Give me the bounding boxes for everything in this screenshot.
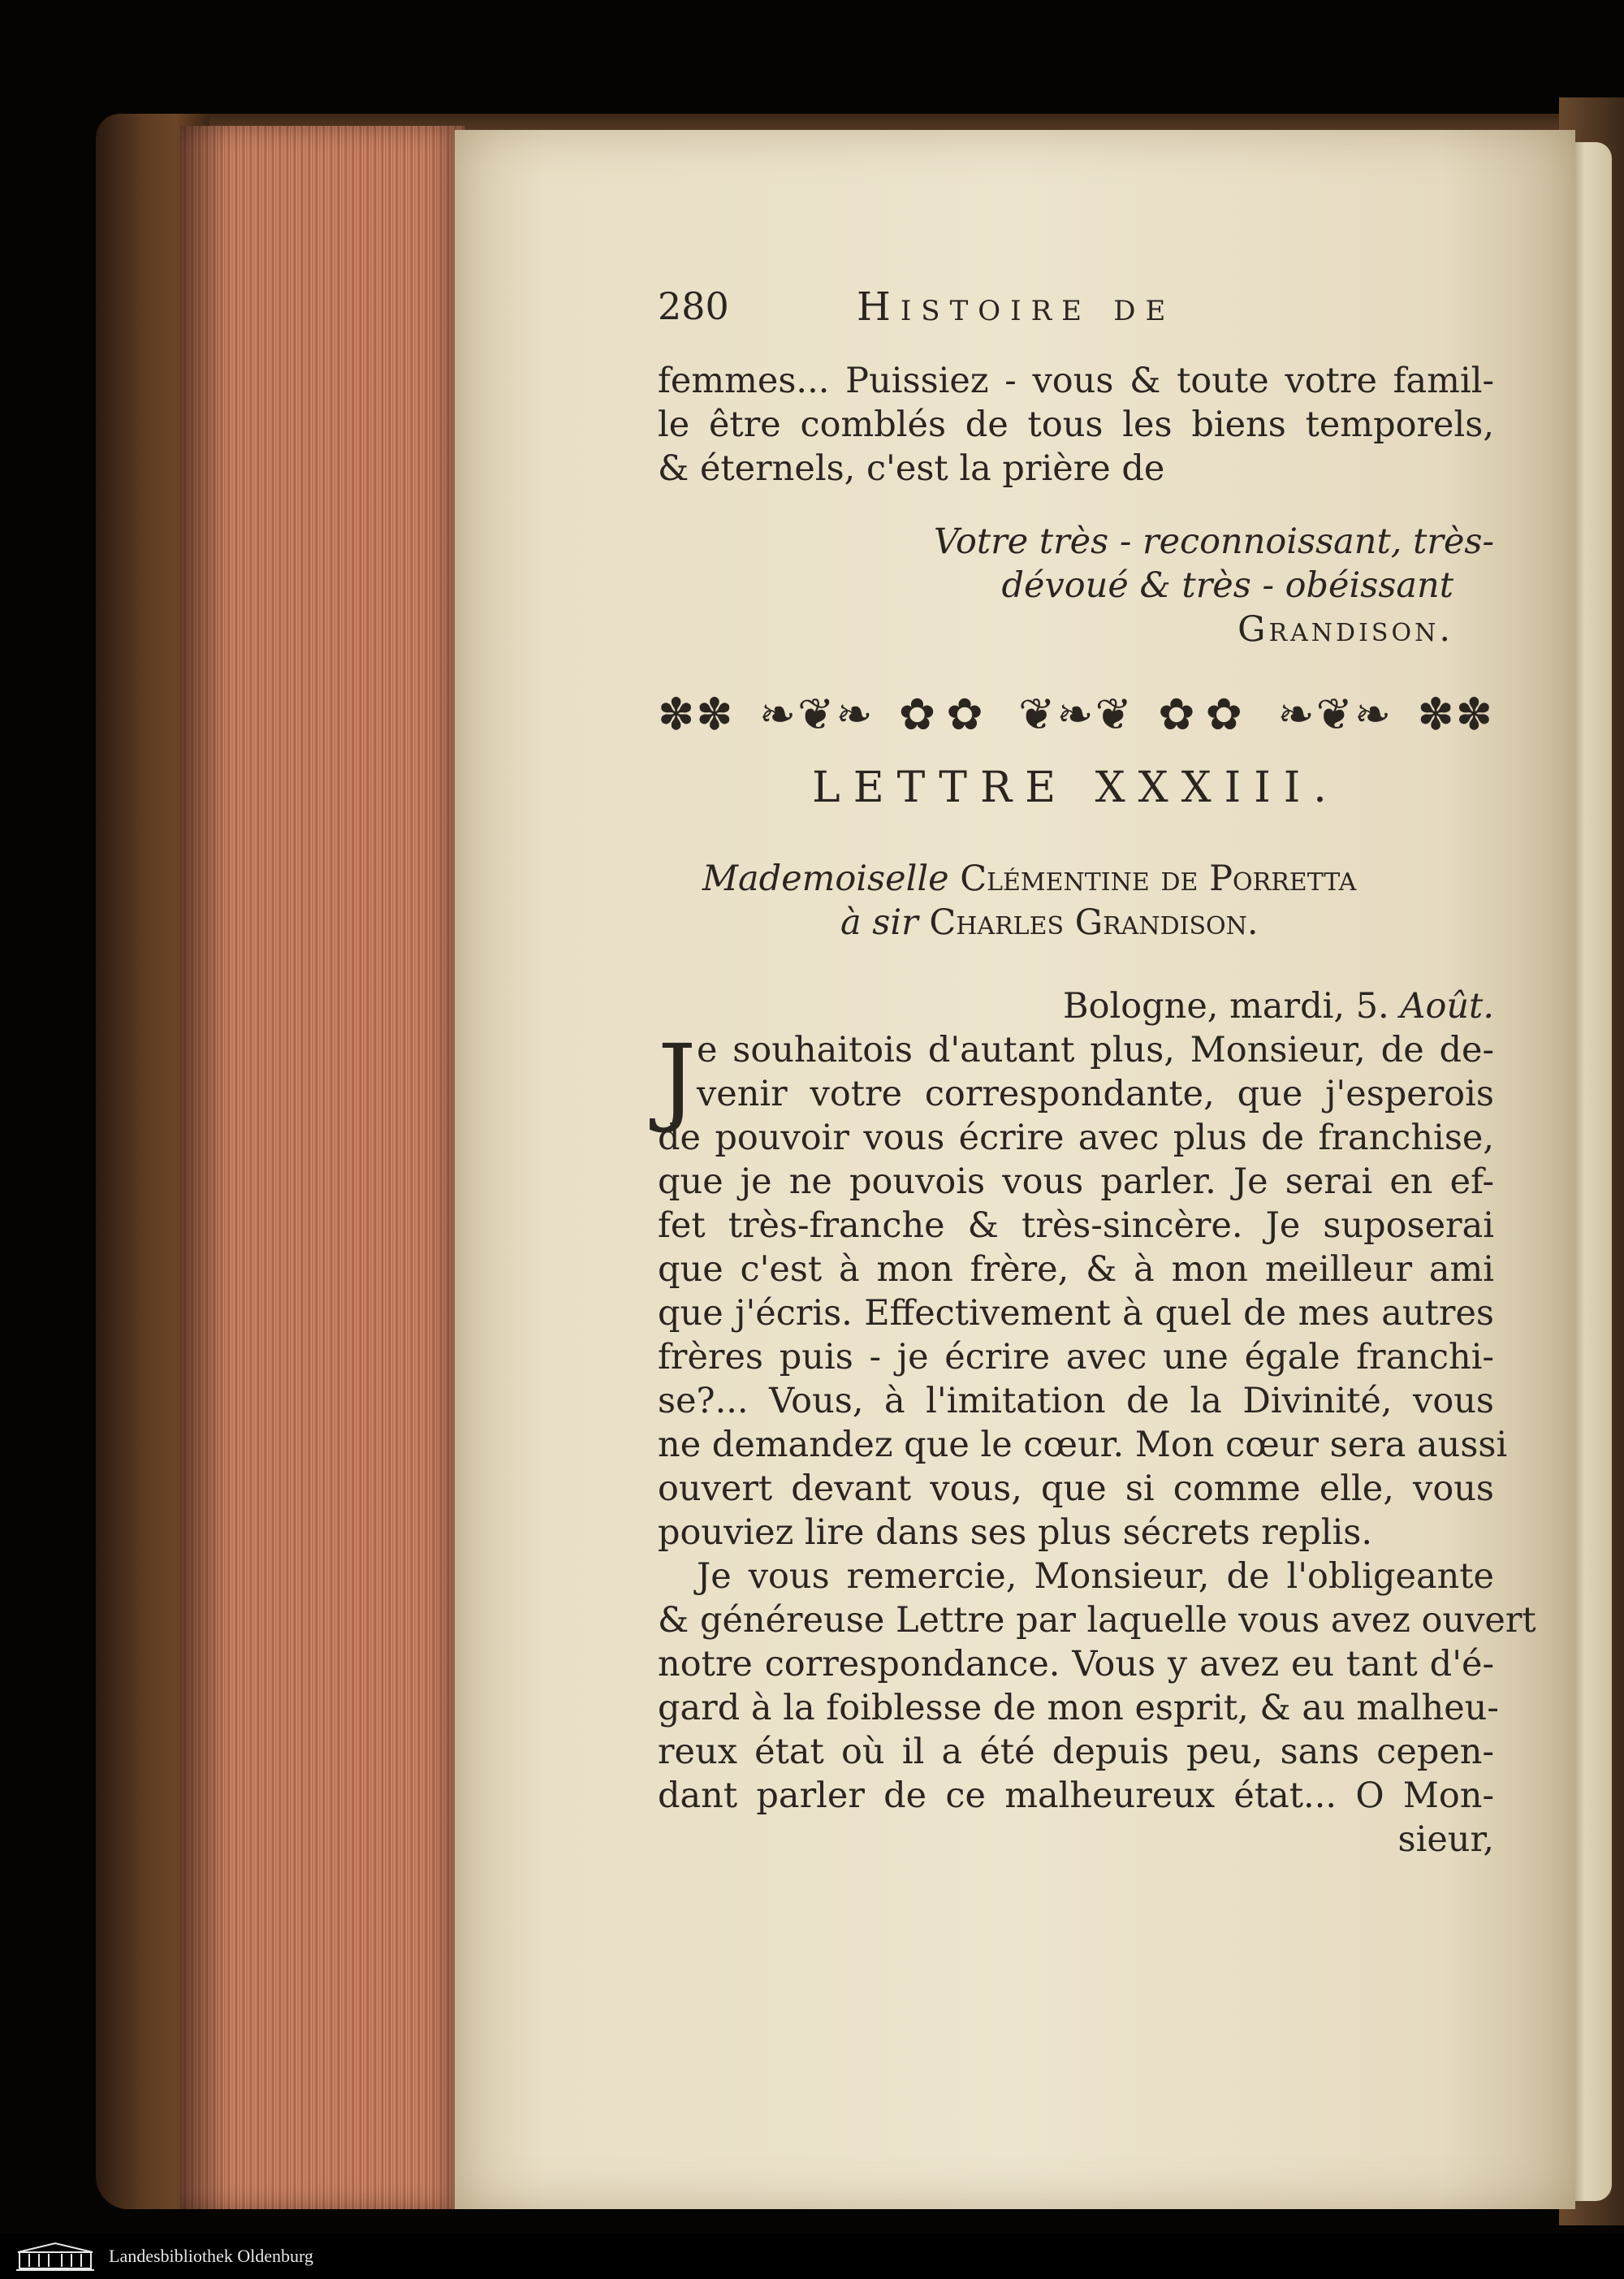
body-line: de pouvoir vous écrire avec plus de franchise, bbox=[658, 1118, 1494, 1158]
body-line: dant parler de ce malheureux état... O Mon- bbox=[658, 1775, 1494, 1816]
letter-heading-line2 bbox=[840, 901, 1259, 945]
page-number: 280 bbox=[658, 284, 729, 328]
heading-name: Clémentine de Porretta bbox=[960, 858, 1357, 899]
body-line: sieur, bbox=[1397, 1819, 1494, 1860]
heading-italic: à sir bbox=[840, 902, 918, 943]
body-line: ouvert devant vous, que si comme elle, vous bbox=[658, 1468, 1494, 1509]
body-line: e souhaitois d'autant plus, Monsieur, de de- bbox=[697, 1030, 1494, 1070]
decorative-ornament-band: ✽✽ ❧❦❧ ✿✿ ❦❧❦ ✿✿ ❧❦❧ ✽✽ bbox=[658, 689, 1494, 740]
body-line: pouviez lire dans ses plus sécrets replis. bbox=[658, 1512, 1373, 1553]
signature-name: Grandison. bbox=[1237, 609, 1453, 650]
body-line: ne demandez que le cœur. Mon cœur sera aussi bbox=[658, 1425, 1508, 1465]
body-line: & généreuse Lettre par laquelle vous avez ouvert bbox=[658, 1600, 1536, 1641]
closing-line: femmes... Puissiez - vous & toute votre famil- bbox=[658, 361, 1494, 401]
library-building-icon bbox=[15, 2241, 96, 2272]
body-line: venir votre correspondante, que j'esperois bbox=[697, 1074, 1494, 1114]
body-line: notre correspondance. Vous y avez eu tant d'é- bbox=[658, 1644, 1494, 1684]
body-line: que je ne pouvois vous parler. Je serai en ef- bbox=[658, 1161, 1494, 1202]
body-line: que c'est à mon frère, & à mon meilleur ami bbox=[658, 1249, 1494, 1290]
body-line: reux état où il a été depuis peu, sans cepen- bbox=[658, 1732, 1494, 1772]
heading-italic: Mademoiselle bbox=[702, 858, 949, 899]
drop-cap: J bbox=[658, 1023, 697, 1135]
signature-line: Votre très - reconnoissant, très- bbox=[933, 521, 1494, 562]
body-line: que j'écris. Effectivement à quel de mes autres bbox=[658, 1293, 1494, 1334]
body-line: se?... Vous, à l'imitation de la Divinité, vous bbox=[658, 1381, 1494, 1421]
body-line: Je vous remercie, Monsieur, de l'obligeante bbox=[697, 1556, 1494, 1597]
dateline bbox=[1063, 984, 1494, 1028]
page-edge-shadow bbox=[180, 126, 229, 2209]
library-name: Landesbibliothek Oldenburg bbox=[109, 2246, 313, 2266]
dateline-text: Bologne, mardi, 5. bbox=[1062, 986, 1389, 1027]
dateline-month: Août. bbox=[1400, 986, 1494, 1027]
body-line: frères puis - je écrire avec une égale franchi- bbox=[658, 1337, 1494, 1377]
running-title: Histoire de bbox=[857, 284, 1176, 330]
letter-title: LETTRE XXXIII. bbox=[812, 763, 1340, 812]
body-line: fet très-franche & très-sincère. Je suposerai bbox=[658, 1205, 1494, 1246]
closing-line: le être comblés de tous les biens temporels, bbox=[658, 404, 1494, 445]
letter-heading-line1 bbox=[702, 857, 1356, 901]
body-line: gard à la foiblesse de mon esprit, & au malheu- bbox=[658, 1688, 1499, 1728]
heading-name: Charles Grandison. bbox=[929, 902, 1259, 943]
signature-line: dévoué & très - obéissant bbox=[1001, 565, 1453, 606]
closing-line: & éternels, c'est la prière de bbox=[658, 448, 1165, 489]
